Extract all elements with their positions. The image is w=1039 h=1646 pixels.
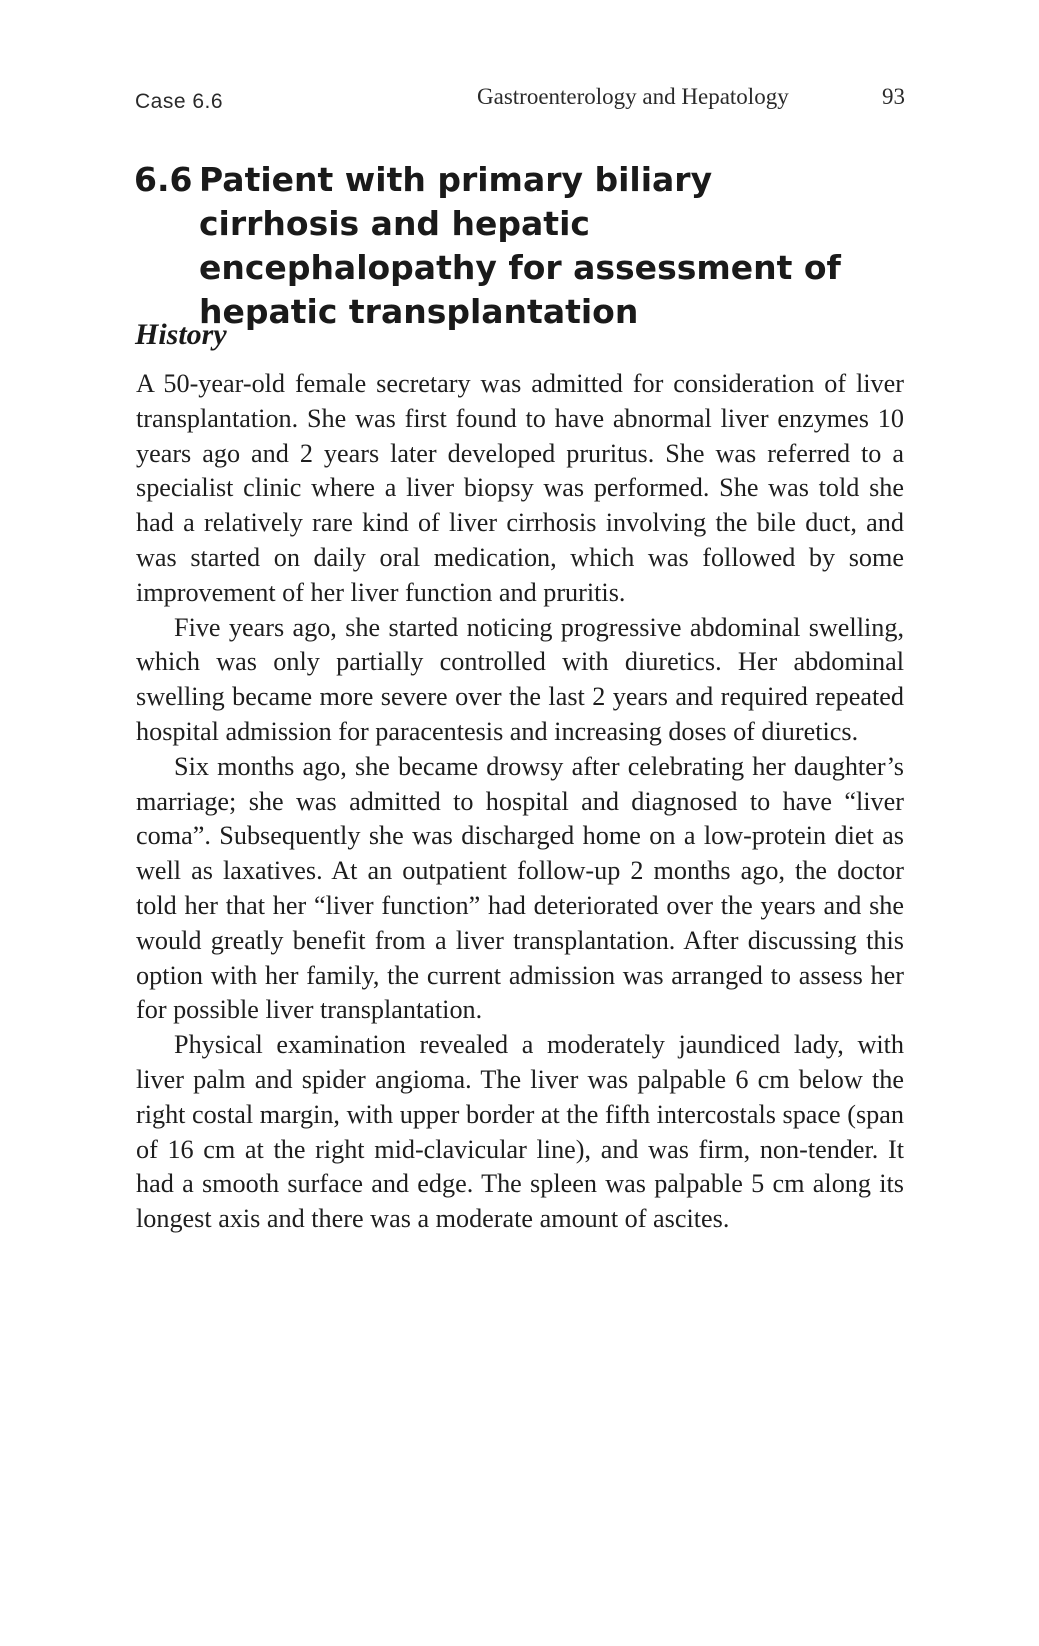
running-head-section-title: Gastroenterology and Hepatology <box>477 84 789 109</box>
running-head-case-label: Case 6.6 <box>135 90 224 113</box>
running-head <box>135 84 905 116</box>
page-number: 93 <box>882 84 905 109</box>
case-number: 6.6 <box>134 160 193 199</box>
case-title: Patient with primary biliary cirrhosis and hepatic encephalopathy for assessment of hepatic transplantation <box>199 160 841 331</box>
history-heading: History <box>135 318 227 351</box>
history-paragraph: A 50-year-old female secretary was admitted for consideration of liver transplantation. She was first found to have abnormal liver enzymes 10 years ago and 2 years later developed pruritus. She was referred to a specialist clinic where a liver biopsy was performed. She was told she had a relatively rare kind of liver cirrhosis involving the bile duct, and was started on daily oral medication, which was followed by some improvement of her liver function and pruritis. <box>136 369 904 607</box>
history-body <box>136 367 904 1237</box>
history-paragraph: Six months ago, she became drowsy after celebrating her daughter’s marriage; she was admitted to hospital and diagnosed to have “liver coma”. Subsequently she was discharged home on a low-protein diet as well as laxatives. At an outpatient follow-up 2 months ago, the doctor told her that her “liver function” had deteriorated over the years and she would greatly benefit from a liver transplantation. After discussing this option with her family, the current admission was arranged to assess her for possible liver transplantation. <box>136 751 904 1025</box>
history-paragraph: Five years ago, she started noticing progressive abdominal swelling, which was only partially controlled with diuretics. Her abdominal swelling became more severe over the last 2 years and required repeated hospital admission for paracentesis and increasing doses of diuretics. <box>136 612 904 746</box>
history-paragraph: Physical examination revealed a moderately jaundiced lady, with liver palm and spider angioma. The liver was palpable 6 cm below the right costal margin, with upper border at the fifth intercostals space (span of 16 cm at the right mid-clavicular line), and was firm, non-tender. It had a smooth surface and edge. The spleen was palpable 5 cm along its longest axis and there was a moderate amount of ascites. <box>136 1030 904 1234</box>
